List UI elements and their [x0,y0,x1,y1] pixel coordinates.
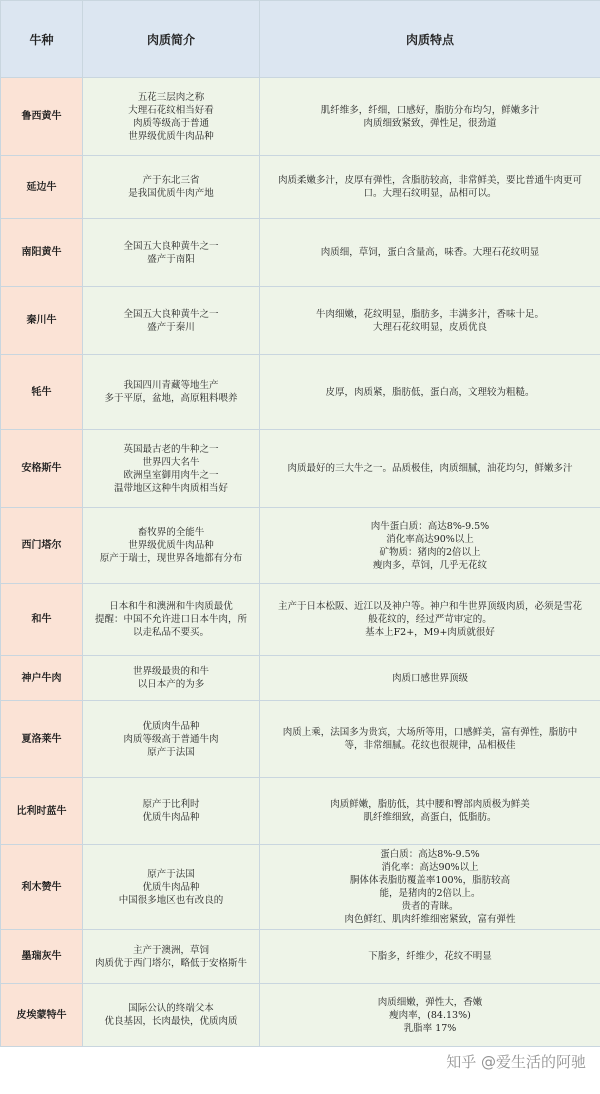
trait-line: 基本上F2+，M9+肉质就很好 [365,627,495,638]
traits-cell [260,778,600,845]
intro-line: 优质牛肉品种 [142,812,200,823]
breed-cell: 延边牛 [1,156,83,219]
intro-cell [83,430,260,508]
intro-line: 全国五大良种黄牛之一 [123,240,219,252]
trait-line: 肉质口感世界顶级 [391,672,468,684]
table-body [1,78,600,1047]
intro-cell [83,287,260,355]
intro-cell [83,508,260,584]
intro-line: 肉质等级高于普通 [132,117,209,129]
trait-line: 消化率：高达90%以上 [381,862,479,873]
intro-cell [83,355,260,430]
breed-cell: 西门塔尔 [1,508,83,584]
intro-cell [83,930,260,984]
intro-line: 我国四川青藏等地生产 [123,380,219,391]
intro-cell [83,778,260,845]
intro-line: 产于东北三省 [142,175,200,186]
breed-cell: 比利时蓝牛 [1,778,83,845]
intro-cell [83,219,260,287]
breed-cell: 夏洛莱牛 [1,701,83,778]
traits-cell [260,656,600,701]
intro-line: 世界级最贵的和牛 [132,666,209,677]
breed-cell: 皮埃蒙特牛 [1,984,83,1047]
breed-cell: 和牛 [1,584,83,656]
breed-cell: 墨瑞灰牛 [1,930,83,984]
traits-cell [260,845,600,930]
table-row [1,656,600,701]
traits-cell [260,156,600,219]
trait-line: 肌纤维细致，高蛋白，低脂肪。 [363,812,497,823]
intro-line: 是我国优质牛肉产地 [128,188,214,199]
trait-line: 牛肉细嫩，花纹明显，脂肪多，丰满多汁，香味十足。 [315,308,544,320]
intro-line: 全国五大良种黄牛之一 [123,308,219,320]
table-row [1,430,600,508]
table-row [1,930,600,984]
intro-line: 以走私品不要买。 [132,627,209,638]
intro-line: 欧洲皇室御用肉牛之一 [123,469,219,481]
intro-line: 盛产于南阳 [147,253,195,265]
intro-line: 优良基因，长肉最快，优质肉质 [104,1016,238,1027]
intro-cell [83,984,260,1047]
watermark: 知乎 @爱生活的阿驰 [446,1053,586,1071]
intro-cell [83,584,260,656]
trait-line: 肉质最好的三大牛之一。品质极佳，肉质细腻，油花均匀，鲜嫩多汁 [287,463,573,474]
breed-cell: 牦牛 [1,355,83,430]
intro-line: 世界级优质牛肉品种 [128,130,214,142]
intro-line: 英国最古老的牛种之一 [123,443,219,455]
traits-cell [260,355,600,430]
trait-line: 般花纹的，经过严苛审定的。 [368,614,492,625]
trait-line: 主产于日本松阪、近江以及神户等。神户和牛世界顶级肉质，必须是雪花 [277,601,582,612]
intro-line: 多于平原，盆地，高原粗料喂养 [104,393,238,404]
traits-cell [260,219,600,287]
table-row [1,701,600,778]
trait-line: 肉质细嫩，弹性大，香嫩 [377,996,483,1008]
breed-cell: 利木赞牛 [1,845,83,930]
intro-line: 提醒：中国不允许进口日本牛肉，所 [94,614,247,625]
traits-cell [260,508,600,584]
intro-line: 主产于澳洲，草饲 [132,944,209,956]
trait-line: 口。大理石纹明显，品相可以。 [363,188,497,199]
trait-line: 肉质柔嫩多汁，皮厚有弹性，含脂肪较高，非常鲜美，要比普通牛肉更可 [277,175,582,186]
intro-cell [83,78,260,156]
intro-line: 国际公认的终端父本 [128,1003,214,1014]
intro-line: 以日本产的为多 [137,679,205,690]
trait-line: 能，是猪肉的2倍以上。 [379,888,481,899]
header-traits: 肉质特点 [260,1,600,78]
intro-line: 原产于法国 [147,868,195,880]
traits-cell [260,430,600,508]
trait-line: 贵者的青睐。 [401,901,459,912]
intro-line: 温带地区这种牛肉质相当好 [113,482,228,494]
table-row [1,156,600,219]
breed-cell: 南阳黄牛 [1,219,83,287]
intro-line: 世界级优质牛肉品种 [128,540,214,551]
table-row [1,778,600,845]
trait-line: 消化率高达90%以上 [386,533,474,545]
table-row [1,355,600,430]
trait-line: 瘦肉率，(84.13%) [389,1009,471,1021]
intro-cell [83,845,260,930]
traits-cell [260,701,600,778]
traits-cell [260,287,600,355]
breed-cell: 神户牛肉 [1,656,83,701]
trait-line: 皮厚，肉质紧，脂肪低，蛋白高，文理较为粗糙。 [325,386,535,398]
intro-line: 五花三层肉之称 [137,91,205,103]
intro-line: 世界四大名牛 [142,456,200,468]
trait-line: 下脂多，纤维少，花纹不明显 [368,951,492,962]
table-row [1,287,600,355]
intro-line: 原产于比利时 [142,799,200,810]
trait-line: 乳脂率 17% [403,1022,457,1034]
intro-line: 肉质优于西门塔尔，略低于安格斯牛 [94,957,247,969]
table-row [1,219,600,287]
trait-line: 等，非常细腻。花纹也很规律，品相极佳 [344,740,516,751]
header-breed: 牛种 [1,1,83,78]
intro-cell [83,701,260,778]
trait-line: 瘦肉多，草饲，几乎无花纹 [372,559,487,571]
trait-line: 肉牛蛋白质：高达8%-9.5% [370,520,490,532]
table-row [1,584,600,656]
table-row [1,845,600,930]
table-row [1,984,600,1047]
intro-line: 畜牧界的全能牛 [137,527,205,538]
intro-line: 优质牛肉品种 [142,881,200,893]
traits-cell [260,984,600,1047]
breed-cell: 安格斯牛 [1,430,83,508]
trait-line: 肉质细致紧致，弹性足，很劲道 [363,117,497,129]
trait-line: 肌纤维多，纤细，口感好，脂肪分布均匀，鲜嫩多汁 [320,104,540,116]
breed-cell: 秦川牛 [1,287,83,355]
intro-line: 中国很多地区也有改良的 [118,894,224,906]
intro-line: 大理石花纹相当好看 [128,104,214,116]
table-row [1,78,600,156]
intro-line: 日本和牛和澳洲和牛肉质最优 [109,601,233,612]
intro-line: 肉质等级高于普通牛肉 [123,733,219,745]
intro-line: 优质肉牛品种 [142,720,200,732]
header-row [1,1,600,78]
intro-line: 盛产于秦川 [147,321,195,333]
traits-cell [260,584,600,656]
intro-cell [83,156,260,219]
header-intro: 肉质简介 [83,1,260,78]
trait-line: 肉色鲜红、肌肉纤维细密紧致，富有弹性 [344,914,516,925]
intro-cell [83,656,260,701]
trait-line: 肉质细，草饲，蛋白含量高，味香。大理石花纹明显 [320,247,540,258]
breed-cell: 鲁西黄牛 [1,78,83,156]
trait-line: 大理石花纹明显，皮质优良 [372,321,487,333]
intro-line: 原产于法国 [147,746,195,758]
trait-line: 肉质鲜嫩，脂肪低，其中腰和臀部肉质极为鲜美 [330,799,530,810]
intro-line: 原产于瑞士，现世界各地都有分布 [99,553,243,564]
trait-line: 矿物质：猪肉的2倍以上 [379,546,481,558]
traits-cell [260,930,600,984]
trait-line: 肉质上乘，法国多为贵宾，大场所等用，口感鲜美，富有弹性，脂肪中 [282,727,578,738]
trait-line: 蛋白质：高达8%-9.5% [380,849,480,860]
traits-cell [260,78,600,156]
trait-line: 胴体体表脂肪覆盖率100%，脂肪较高 [349,875,511,886]
table-row [1,508,600,584]
